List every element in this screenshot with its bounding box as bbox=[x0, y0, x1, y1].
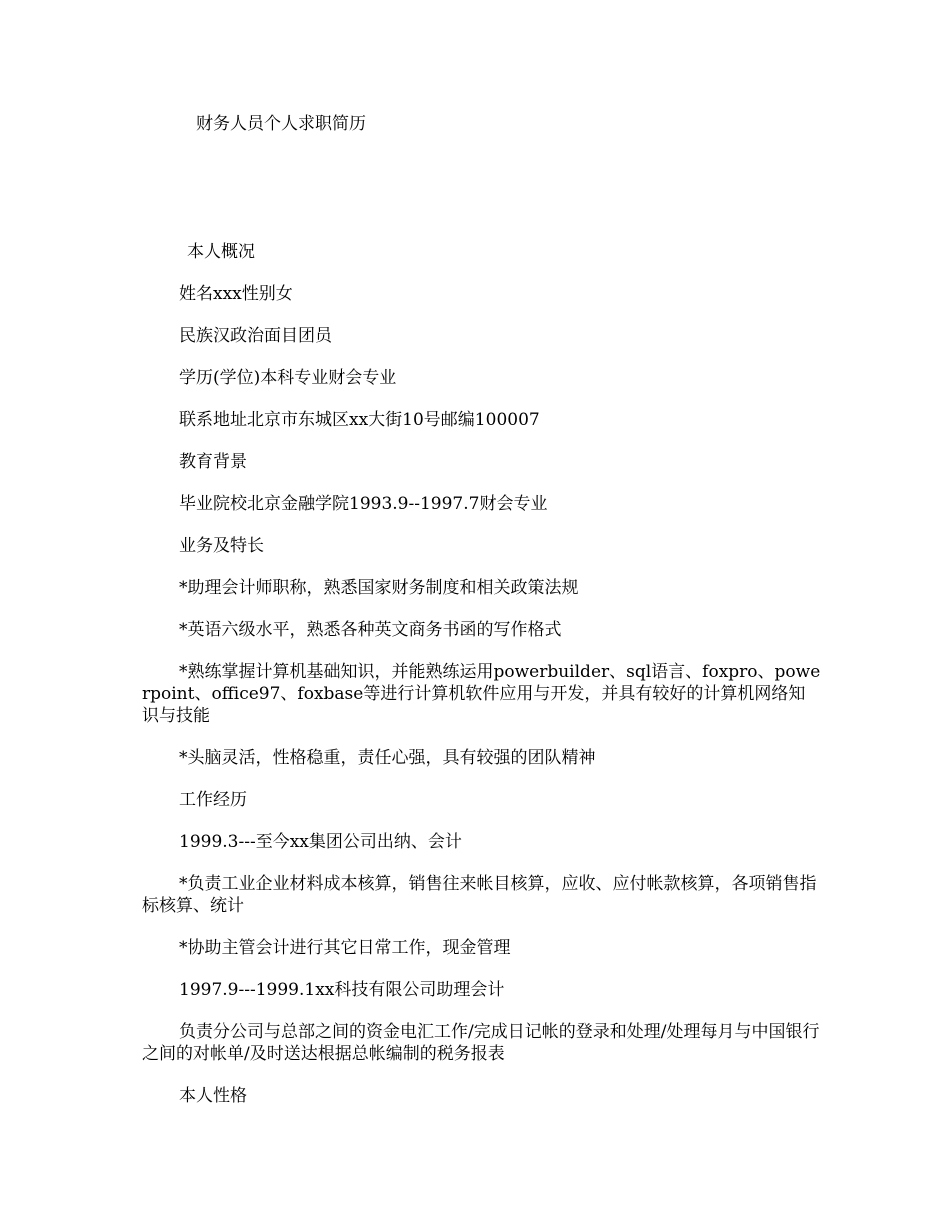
skill-item: *头脑灵活，性格稳重，责任心强，具有较强的团队精神 bbox=[179, 748, 596, 768]
work-duty-item: *负责工业企业材料成本核算，销售往来帐目核算，应收、应付帐款核算，各项销售指标核算、统计 bbox=[142, 874, 817, 916]
profile-ethnicity-politics: 民族汉政治面目团员 bbox=[179, 326, 332, 346]
skill-item: *英语六级水平，熟悉各种英文商务书函的写作格式 bbox=[179, 620, 562, 640]
profile-address: 联系地址北京市东城区xx大街10号邮编100007 bbox=[179, 410, 540, 430]
work-duty-item: 负责分公司与总部之间的资金电汇工作/完成日记帐的登录和处理/处理每月与中国银行之间的对帐单/及时送达根据总帐编制的税务报表 bbox=[142, 1022, 820, 1064]
document-title: 财务人员个人求职简历 bbox=[196, 114, 366, 134]
work-duty-item: *协助主管会计进行其它日常工作，现金管理 bbox=[179, 938, 511, 958]
work-entry-title: 1997.9---1999.1xx科技有限公司助理会计 bbox=[179, 980, 505, 1000]
education-school: 毕业院校北京金融学院1993.9--1997.7财会专业 bbox=[179, 494, 548, 514]
work-entry-title: 1999.3---至今xx集团公司出纳、会计 bbox=[179, 832, 462, 852]
profile-name-gender: 姓名xxx性别女 bbox=[179, 284, 293, 304]
section-heading-skills: 业务及特长 bbox=[179, 536, 264, 556]
section-heading-personality: 本人性格 bbox=[179, 1086, 247, 1106]
section-heading-education: 教育背景 bbox=[179, 452, 247, 472]
document-body bbox=[142, 241, 822, 1127]
section-heading-profile: 本人概况 bbox=[187, 242, 255, 262]
section-heading-work: 工作经历 bbox=[179, 790, 247, 810]
skill-item: *助理会计师职称，熟悉国家财务制度和相关政策法规 bbox=[179, 578, 579, 598]
skill-item: *熟练掌握计算机基础知识，并能熟练运用powerbuilder、sql语言、foxpro、powerpoint、office97、foxbase等进行计算机软件应用与开发，并具有较好的计算机网络知识与技能 bbox=[142, 662, 821, 726]
profile-education-major: 学历(学位)本科专业财会专业 bbox=[179, 368, 397, 388]
